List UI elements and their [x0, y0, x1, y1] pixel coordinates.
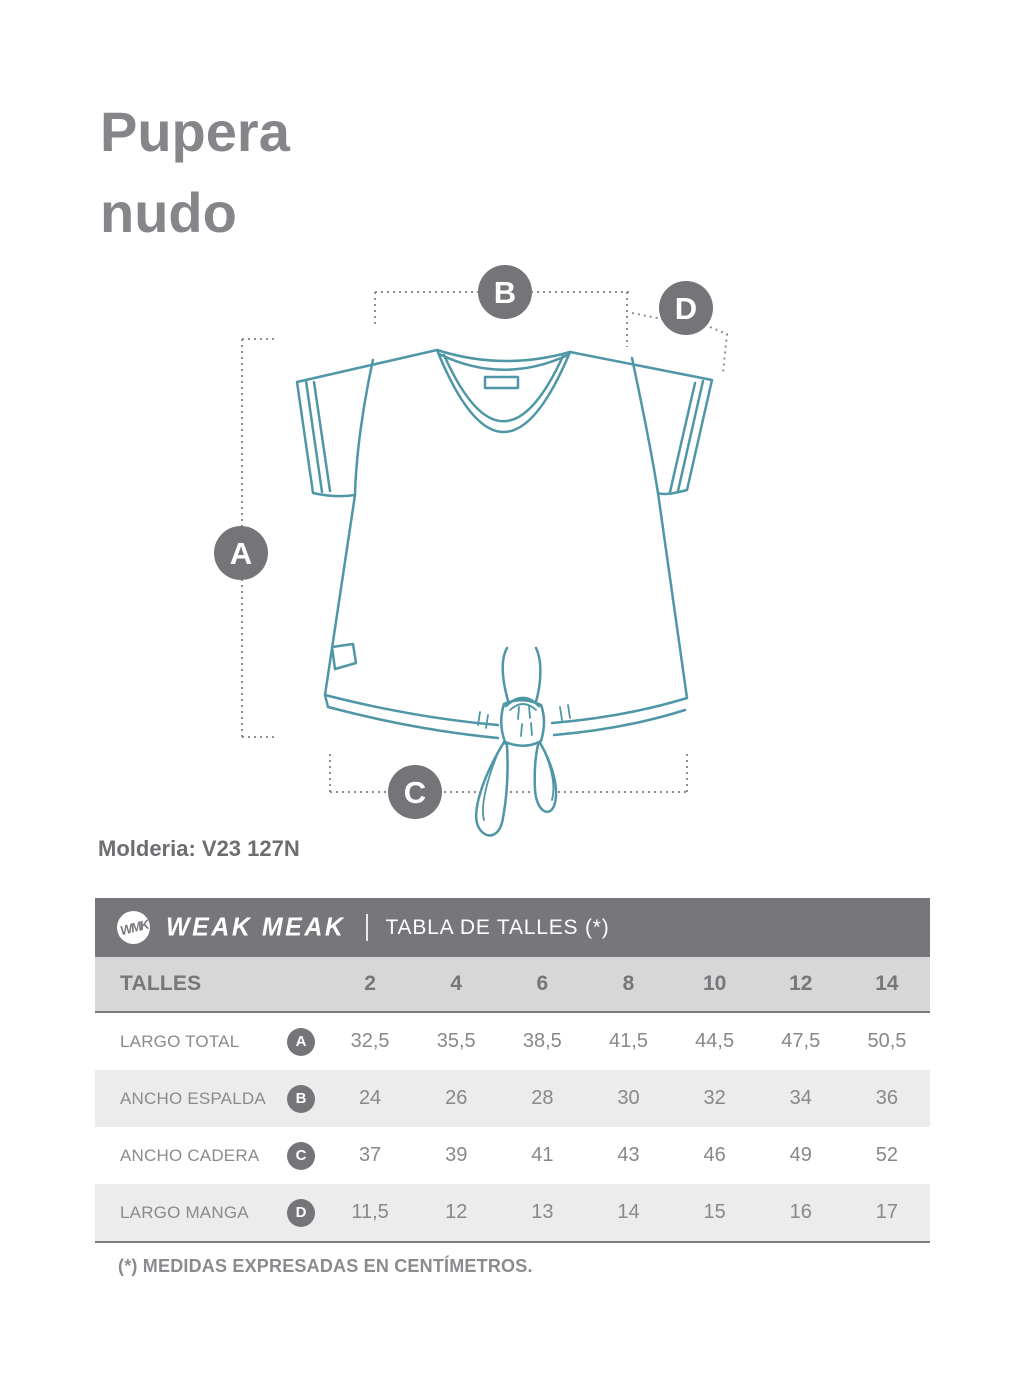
sizes-header-row [95, 957, 930, 1013]
page-title: Pupera nudo [100, 100, 290, 244]
garment-measurement-diagram [170, 255, 770, 855]
measure-value: 12 [445, 1201, 468, 1223]
measure-value: 46 [703, 1144, 726, 1166]
measure-value: 39 [445, 1144, 468, 1166]
hem-upper-right [552, 698, 687, 723]
measure-value: 44,5 [695, 1030, 735, 1052]
size-value: 14 [875, 972, 899, 995]
measurement-markers [214, 265, 713, 819]
measure-value: 38,5 [522, 1030, 562, 1052]
measure-label: ANCHO CADERA [120, 1145, 260, 1165]
measure-label: LARGO MANGA [120, 1202, 249, 1222]
neck-label [485, 377, 518, 388]
header-divider [366, 914, 368, 941]
measure-value: 37 [358, 1144, 382, 1166]
marker-d-badge: D [287, 1199, 315, 1227]
measure-value: 15 [703, 1201, 726, 1223]
side-tag [332, 644, 356, 669]
left-cuff-band-2 [314, 382, 330, 491]
right-armhole-seam [632, 358, 658, 493]
measure-label: ANCHO ESPALDA [120, 1088, 266, 1108]
table-row [95, 1127, 930, 1184]
hem-knot [476, 648, 556, 835]
measure-value: 52 [875, 1144, 899, 1166]
knot-tie-left [503, 648, 510, 707]
knot-tie-right [535, 648, 540, 705]
units-footnote: (*) MEDIDAS EXPRESADAS EN CENTÍMETROS. [118, 1256, 533, 1276]
size-table [95, 898, 930, 1243]
size-value: 10 [702, 972, 727, 995]
marker-a-badge: A [287, 1028, 315, 1056]
size-value: 2 [364, 972, 376, 995]
size-table-title: TABLA DE TALLES (*) [385, 915, 610, 939]
brand-logo-icon [117, 911, 150, 944]
measure-value: 13 [531, 1201, 554, 1223]
measure-value: 30 [617, 1087, 640, 1109]
table-row [95, 1184, 930, 1243]
measure-value: 49 [789, 1144, 812, 1166]
size-value: 6 [536, 972, 549, 995]
dimension-lines [242, 292, 727, 792]
measure-value: 32,5 [350, 1030, 390, 1052]
measure-value: 35,5 [436, 1030, 476, 1052]
left-cuff-band-1 [306, 381, 322, 492]
dim-d-left-segment [632, 313, 662, 319]
dim-d-right-segment [710, 327, 727, 373]
measure-value: 32 [703, 1087, 726, 1109]
knot-tail-left [476, 742, 507, 835]
table-row [95, 1013, 930, 1070]
marker-c-letter: C [403, 775, 427, 810]
knot-body [501, 700, 544, 746]
table-row [95, 1070, 930, 1127]
brand-name: WEAK MEAK [166, 912, 346, 942]
measure-value: 28 [531, 1087, 554, 1109]
size-value: 4 [450, 972, 463, 995]
measure-value: 43 [617, 1144, 640, 1166]
measure-value: 24 [358, 1087, 382, 1109]
measure-value: 34 [789, 1087, 812, 1109]
measure-value: 36 [875, 1087, 899, 1109]
measure-value: 26 [445, 1087, 468, 1109]
collar-back-line [437, 350, 570, 361]
measure-value: 16 [789, 1201, 812, 1223]
measure-value: 47,5 [781, 1030, 821, 1052]
left-armhole-seam [355, 360, 373, 495]
measure-value: 50,5 [867, 1030, 907, 1052]
pattern-reference: Molderia: V23 127N [98, 836, 300, 861]
marker-c-badge: C [287, 1142, 315, 1170]
marker-d-letter: D [674, 291, 698, 326]
measure-value: 41,5 [609, 1030, 648, 1052]
tshirt-sketch [170, 255, 770, 855]
size-value: 12 [789, 972, 813, 995]
marker-b-badge: B [287, 1085, 315, 1113]
hem-upper-left [325, 695, 498, 725]
sizes-label: TALLES [120, 972, 202, 995]
measure-label: LARGO TOTAL [120, 1031, 240, 1051]
measure-value: 11,5 [351, 1201, 389, 1223]
marker-a-letter: A [229, 536, 253, 571]
marker-b-letter: B [493, 275, 517, 310]
size-value: 8 [622, 972, 635, 995]
brand-monogram: WMK [118, 916, 149, 939]
measure-value: 17 [875, 1201, 899, 1223]
size-table-header [95, 898, 930, 957]
measure-value: 14 [617, 1201, 640, 1223]
measure-value: 41 [531, 1144, 554, 1166]
